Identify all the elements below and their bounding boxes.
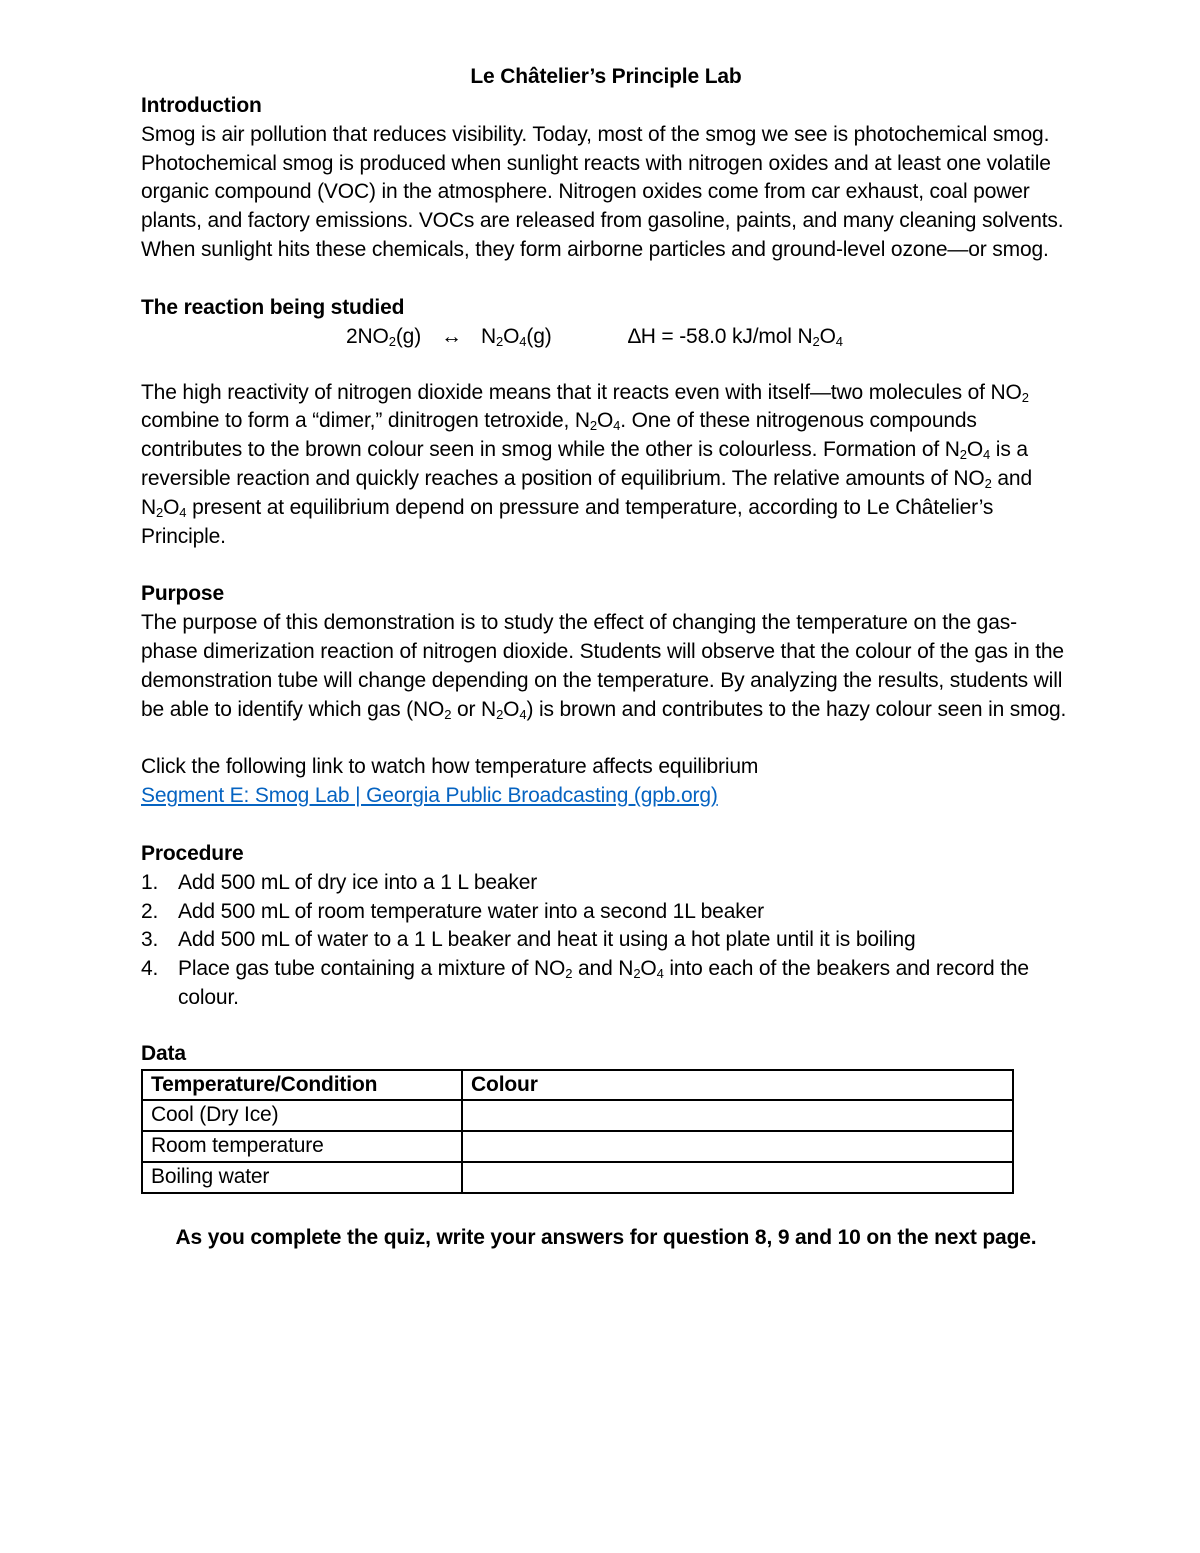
purpose-text: The purpose of this demonstration is to study the effect of changing the temperature on the gas-phase dimerization reaction of nitrogen dioxide. Students will observe that the colour of the gas in the demonstration tube will change depending on the temperature. By analyzing the results, students will be able to identify which gas ($NO_2$ or $N_2O_4$) is brown and contributes to the hazy colour seen in smog. (141, 611, 1067, 722)
equation-product: $N_2O_4(g)$ (481, 324, 552, 349)
quiz-instruction: As you complete the quiz, write your answers for question 8, 9 and 10 on the next page. (175, 1225, 1037, 1249)
equation-reactant: $2NO_2(g)$ (346, 324, 422, 349)
table-row (142, 1131, 1013, 1162)
spacer (141, 724, 1071, 753)
condition-cell: Cool (Dry Ice) (142, 1100, 462, 1131)
spacer (141, 551, 1071, 580)
colour-cell[interactable] (462, 1131, 1013, 1162)
spacer (141, 355, 1071, 379)
column-header-condition: Temperature/Condition (142, 1070, 462, 1101)
table-row (142, 1100, 1013, 1131)
video-link-line (141, 782, 1071, 811)
data-table (141, 1069, 1014, 1194)
procedure-list (141, 869, 1071, 1013)
document-page (141, 62, 1071, 1274)
equation-enthalpy: ∆H = -58.0 kJ/mol $N_2O_4$ (628, 324, 843, 349)
procedure-step: 2. Add 500 mL of room temperature water into a second 1L beaker (141, 899, 764, 923)
column-header-colour: Colour (462, 1070, 1013, 1101)
video-prompt: Click the following link to watch how temperature affects equilibrium (141, 755, 759, 779)
spacer (141, 1013, 1071, 1040)
colour-cell[interactable] (462, 1162, 1013, 1193)
reaction-heading: The reaction being studied (141, 295, 405, 319)
data-heading: Data (141, 1041, 186, 1065)
purpose-heading: Purpose (141, 582, 224, 606)
table-row (142, 1162, 1013, 1193)
page-title: Le Châtelier’s Principle Lab (470, 65, 742, 88)
condition-cell: Room temperature (142, 1131, 462, 1162)
table-header-row (142, 1070, 1013, 1101)
introduction-heading: Introduction (141, 94, 262, 117)
spacer (141, 811, 1071, 840)
introduction-text: Smog is air pollution that reduces visibility. Today, most of the smog we see is photochemical smog. Photochemical smog is produced when sunlight reacts with nitrogen oxides and at least one volatile organic compound (VOC) in the atmosphere. Nitrogen oxides come from car exhaust, coal power plants, and factory emissions. VOCs are released from gasoline, paints, and many cleaning solvents. When sunlight hits these chemicals, they form airborne particles and ground-level ozone—or smog. (141, 122, 1064, 261)
reactivity-text: The high reactivity of nitrogen dioxide means that it reacts even with itself—two molecules of $NO_2$ combine to form a “dimer,” dinitrogen tetroxide, $N_2O_4$. One of these nitrogenous compounds contributes to the brown colour seen in smog while the other is colourless. Formation of $N_2O_4$ is a reversible reaction and quickly reaches a position of equilibrium. The relative amounts of $NO_2$ and $N_2O_4$ present at equilibrium depend on pressure and temperature, according to Le Châtelier’s Principle. (141, 380, 1032, 548)
procedure-step: 4. Place gas tube containing a mixture of $NO_2$ and $N_2O_4$ into each of the beakers and record the colour. (141, 957, 1029, 1009)
spacer (141, 265, 1071, 294)
procedure-step: 1. Add 500 mL of dry ice into a 1 L beaker (141, 870, 538, 894)
procedure-heading: Procedure (141, 841, 244, 865)
equilibrium-arrow-icon: ↔ (441, 324, 462, 348)
smog-lab-video-link[interactable]: Segment E: Smog Lab | Georgia Public Broadcasting (gpb.org) (141, 784, 718, 808)
colour-cell[interactable] (462, 1100, 1013, 1131)
reaction-equation (141, 323, 1071, 355)
condition-cell: Boiling water (142, 1162, 462, 1193)
procedure-step: 3. Add 500 mL of water to a 1 L beaker and heat it using a hot plate until it is boiling (141, 928, 916, 952)
